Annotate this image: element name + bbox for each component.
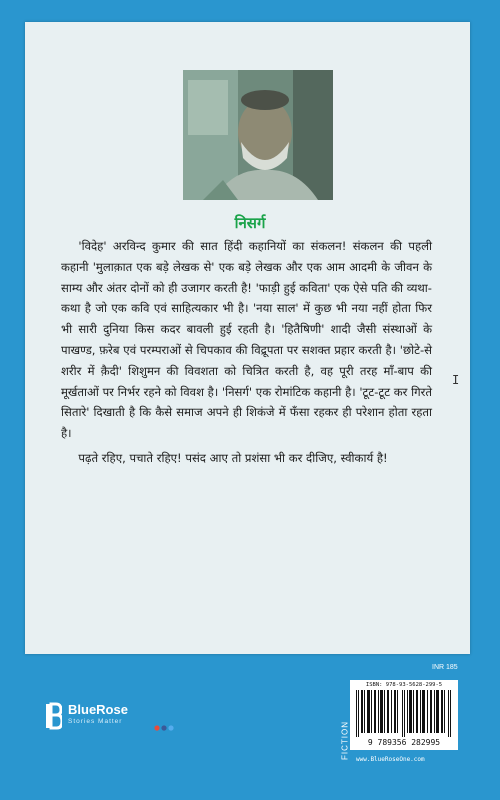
genre-label: FICTION xyxy=(340,721,350,760)
author-photo xyxy=(183,70,333,200)
blurb xyxy=(61,236,432,469)
publisher-website: www.BlueRoseOne.com xyxy=(356,756,425,763)
isbn-text: ISBN: 978-93-5628-299-5 xyxy=(365,682,443,688)
publisher-tagline: Stories Matter xyxy=(68,718,123,725)
publisher-name: BlueRose xyxy=(68,702,128,717)
publisher-logo xyxy=(44,700,184,740)
blurb-paragraph-2: पढ़ते रहिए, पचाते रहिए! पसंद आए तो प्रशंसा भी कर दीजिए, स्वीकार्य है! xyxy=(78,450,388,465)
isbn-barcode xyxy=(350,680,458,750)
price-label: INR 185 xyxy=(432,664,458,671)
barcode-digits: 9 789356 282995 xyxy=(367,738,441,747)
barcode-icon xyxy=(356,690,452,737)
bluerose-logo-icon xyxy=(44,702,62,730)
blurb-paragraph-1: 'विदेह' अरविन्द कुमार की सात हिंदी कहानियों का संकलन! संकलन की पहली कहानी 'मुलाक़ात एक बड़े लेखक से' एक बड़े लेखक और एक आम आदमी के जीवन के साम्य और अंतर दोनों को ही उजागर करती है! 'फाड़ी हुई कविता' एक ऐसे पति की व्यथा-कथा है जो एक कवि एवं साहित्यकार भी है। 'नया साल' में कुछ भी नया नहीं होता फिर भी सारी दुनिया किस कदर बावली हुई रहती है। 'हितैषिणी' शादी जैसी संस्थाओं के पाखण्ड, फ़रेब एवं परम्पराओं से चिपकाव की विद्रूपता पर सशक्त प्रहार करती है। 'छोटे-से शरीर में क़ैदी' शिशुमन की विवशता को चित्रित करती है, वह पूरी तरह माँ-बाप की मूर्खताओं पर निर्भर रहने को विवश है। 'निसर्ग' एक रोमांटिक कहानी है। 'टूट-टूट कर गिरते सितारे' दिखाती है कि कैसे समाज अपने ही शिकंजे में फँसा रहकर ही परेशान होता रहता है। xyxy=(61,239,432,441)
text-cursor-icon: I xyxy=(452,373,460,387)
social-media-icons xyxy=(154,725,176,731)
book-title: निसर्ग xyxy=(234,214,266,232)
